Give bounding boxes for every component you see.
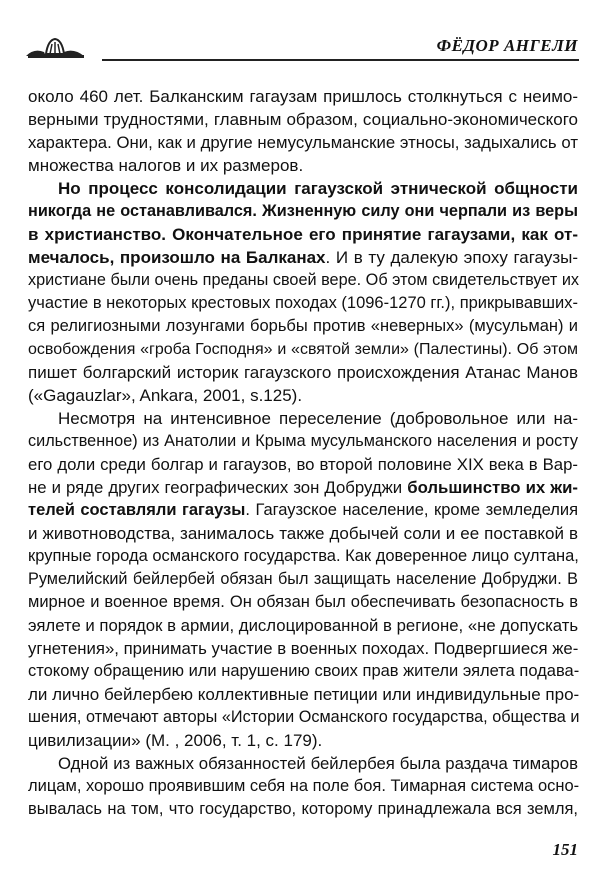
text-segment: шения, отмечают авторы «Истории Османского государства, общества и	[28, 708, 580, 726]
text-segment: лицам, хорошо проявившим себя на поле боя. Тимарная система осно-	[28, 777, 580, 795]
text-line	[28, 683, 578, 706]
text-line	[28, 499, 578, 522]
text-segment: стокому обращению или нарушению своих прав жители эялета подава-	[28, 662, 580, 680]
text-line	[28, 384, 578, 407]
text-line	[28, 292, 578, 315]
text-line	[28, 545, 578, 568]
text-line	[28, 775, 578, 798]
text-segment: угнетения», принимать участие в военных походах. Подвергшиеся же-	[28, 639, 579, 658]
text-line	[28, 476, 578, 499]
text-segment: сильственное) из Анатолии и Крыма мусульманского населения и росту	[28, 432, 578, 450]
text-segment: не и ряде других географических зон Добруджи	[28, 478, 408, 497]
text-segment: христиане были очень преданы своей вере. Об этом свидетельствует их	[28, 271, 580, 289]
bold-text-segment: телей составляли гагаузы	[28, 501, 246, 519]
text-line	[28, 430, 578, 453]
bold-text-segment: в христианство. Окончательное его принятие гагаузами, как от-	[28, 225, 578, 244]
text-line	[28, 729, 578, 752]
text-segment: участие в некоторых крестовых походах (1096-1270 гг.), прикрывавших-	[28, 294, 578, 312]
text-segment: . И в ту далекую эпоху гагаузы-	[325, 248, 578, 267]
bold-text-segment: мечалось, произошло на Балканах	[28, 248, 326, 267]
text-line	[28, 706, 578, 729]
running-title: ФЁДОР АНГЕЛИ	[436, 36, 578, 55]
text-line	[28, 108, 578, 131]
body-text	[28, 85, 578, 821]
text-line	[28, 315, 578, 338]
header-rule	[102, 59, 579, 61]
text-line	[28, 660, 578, 683]
text-segment: ся религиозными лозунгами борьбы против «неверных» (мусульман) и	[28, 317, 578, 335]
bold-text-segment: Но процесс консолидации гагаузской этнической общности	[58, 179, 578, 198]
text-line	[28, 752, 578, 775]
text-segment: освобождения «гроба Господня» и «святой земли» (Палестины). Об этом	[28, 341, 578, 358]
text-segment: цивилизации» (М. , 2006, т. 1, с. 179).	[28, 731, 323, 750]
text-line	[28, 361, 578, 384]
text-segment: . Гагаузское население, кроме земледелия	[245, 501, 578, 519]
text-segment: мирное и военное время. Он обязан был обеспечивать безопасность в	[28, 593, 578, 611]
text-segment: его доли среди болгар и гагаузов, во второй половине XIX века в Вар-	[28, 455, 578, 474]
text-line	[28, 614, 578, 637]
text-line	[28, 85, 578, 108]
text-segment: Одной из важных обязанностей бейлербея была раздача тимаров	[58, 754, 578, 773]
text-segment: множества налогов и их размеров.	[28, 156, 304, 175]
text-line	[28, 246, 578, 269]
text-line	[28, 591, 578, 614]
text-line	[28, 269, 578, 292]
text-line	[28, 407, 578, 430]
text-segment: пишет болгарский историк гагаузского происхождения Атанас Манов	[28, 363, 578, 382]
page-number: 151	[552, 840, 578, 859]
text-segment: Несмотря на интенсивное переселение (добровольное или на-	[58, 409, 578, 428]
text-line	[28, 154, 578, 177]
text-line	[28, 637, 578, 660]
ornament-icon	[24, 36, 86, 60]
bold-text-segment: никогда не останавливался. Жизненную силу они черпали из веры	[28, 202, 578, 220]
text-segment: Румелийский бейлербей обязан был защищать население Добруджи. В	[28, 570, 578, 588]
text-line	[28, 798, 578, 821]
text-line	[28, 453, 578, 476]
bold-text-segment: большинство их жи-	[407, 478, 578, 497]
text-line	[28, 568, 578, 591]
text-line	[28, 223, 578, 246]
text-segment: крупные города османского государства. Как доверенное лицо султана,	[28, 547, 579, 565]
text-segment: характера. Они, как и другие немусульманские этносы, задыхались от	[28, 133, 578, 152]
text-line	[28, 131, 578, 154]
text-segment: ли лично бейлербею коллективные петиции или индивидульные про-	[28, 685, 580, 704]
text-segment: верными трудностями, главным образом, социально-экономического	[28, 110, 578, 129]
text-line	[28, 522, 578, 545]
text-line	[28, 338, 578, 361]
text-segment: («Gagauzlar», Ankara, 2001, s.125).	[28, 386, 303, 405]
text-line	[28, 177, 578, 200]
text-segment: и животноводства, занималось также добычей соли и ее поставкой в	[28, 524, 578, 543]
text-segment: около 460 лет. Балканским гагаузам пришлось столкнуться с неимо-	[28, 87, 578, 106]
text-segment: вывалась на том, что государство, которому принадлежала вся земля,	[28, 800, 578, 818]
text-line	[28, 200, 578, 223]
text-segment: эялете и порядок в армии, дислоцированной в регионе, «не допускать	[28, 616, 579, 635]
